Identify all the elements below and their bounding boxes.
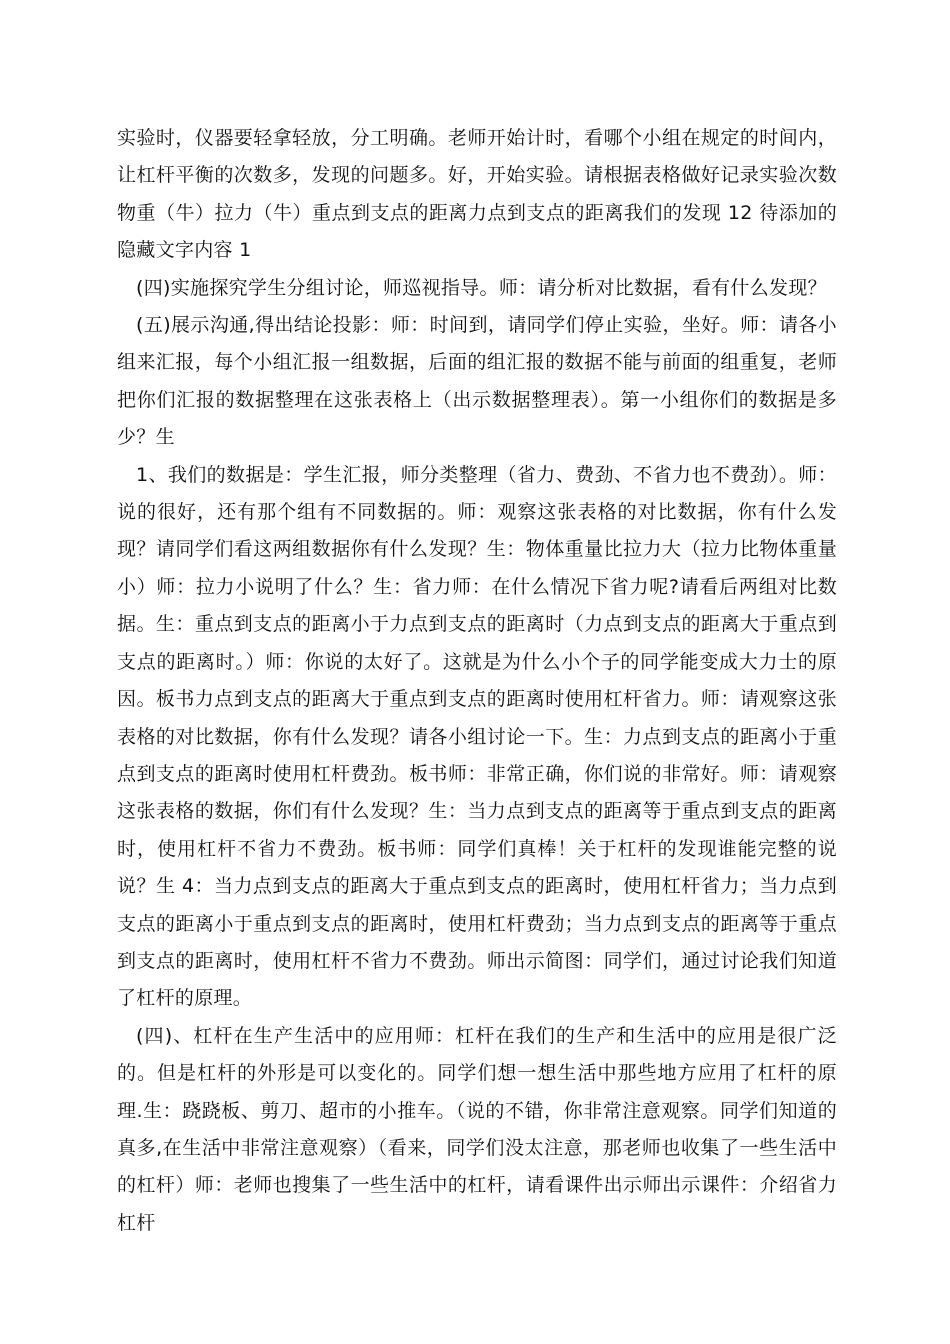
paragraph-lever-applications: (四)、杠杆在生产生活中的应用师：杠杆在我们的生产和生活中的应用是很广泛的。但是杠杆的外形是可以变化的。同学们想一想生活中那些地方应用了杠杆的原理.生：跷跷板、剪刀、超市的小推车。（说的不错，你非常注意观察。同学们知道的真多,在生活中非常注意观察）（看来，同学们没太注意，那老师也收集了一些生活中的杠杆）师：老师也搜集了一些生活中的杠杆，请看课件出示师出示课件：介绍省力杠杆 <box>117 1024 837 1234</box>
paragraph-presentation: (五)展示沟通,得出结论投影：师：时间到，请同学们停止实验，坐好。师：请各小组来汇报，每个小组汇报一组数据，后面的组汇报的数据不能与前面的组重复，老师把你们汇报的数据整理在这张表格上（出示数据整理表）。第一小组你们的数据是多少？生 <box>117 314 837 449</box>
paragraph-inquiry: (四)实施探究学生分组讨论，师巡视指导。师：请分析对比数据，看有什么发现？ <box>136 276 827 299</box>
paragraph-experiment-instructions: 实验时，仪器要轻拿轻放，分工明确。老师开始计时，看哪个小组在规定的时间内，让杠杆平衡的次数多，发现的问题多。好，开始实验。请根据表格做好记录实验次数物重（牛）拉力（牛）重点到支点的距离力点到支点的距离我们的发现 12 待添加的隐藏文字内容 1 <box>117 127 837 262</box>
document-body <box>117 120 837 1242</box>
paragraph-data-discussion: 1、我们的数据是：学生汇报，师分类整理（省力、费劲、不省力也不费劲）。师：说的很好，还有那个组有不同数据的。师：观察这张表格的对比数据，你有什么发现？请同学们看这两组数据你有什么发现？生：物体重量比拉力大（拉力比物体重量小）师：拉力小说明了什么？生：省力师：在什么情况下省力呢?请看后两组对比数据。生：重点到支点的距离小于力点到支点的距离时（力点到支点的距离大于重点到支点的距离时。）师：你说的太好了。这就是为什么小个子的同学能变成大力士的原因。板书力点到支点的距离大于重点到支点的距离时使用杠杆省力。师：请观察这张表格的对比数据，你有什么发现？请各小组讨论一下。生：力点到支点的距离小于重点到支点的距离时使用杠杆费劲。板书师：非常正确，你们说的非常好。师：请观察这张表格的数据，你们有什么发现？生：当力点到支点的距离等于重点到支点的距离时，使用杠杆不省力不费劲。板书师：同学们真棒！关于杠杆的发现谁能完整的说说？生 4：当力点到支点的距离大于重点到支点的距离时，使用杠杆省力；当力点到支点的距离小于重点到支点的距离时，使用杠杆费劲；当力点到支点的距离等于重点到支点的距离时，使用杠杆不省力不费劲。师出示简图：同学们，通过讨论我们知道了杠杆的原理。 <box>117 463 837 1010</box>
